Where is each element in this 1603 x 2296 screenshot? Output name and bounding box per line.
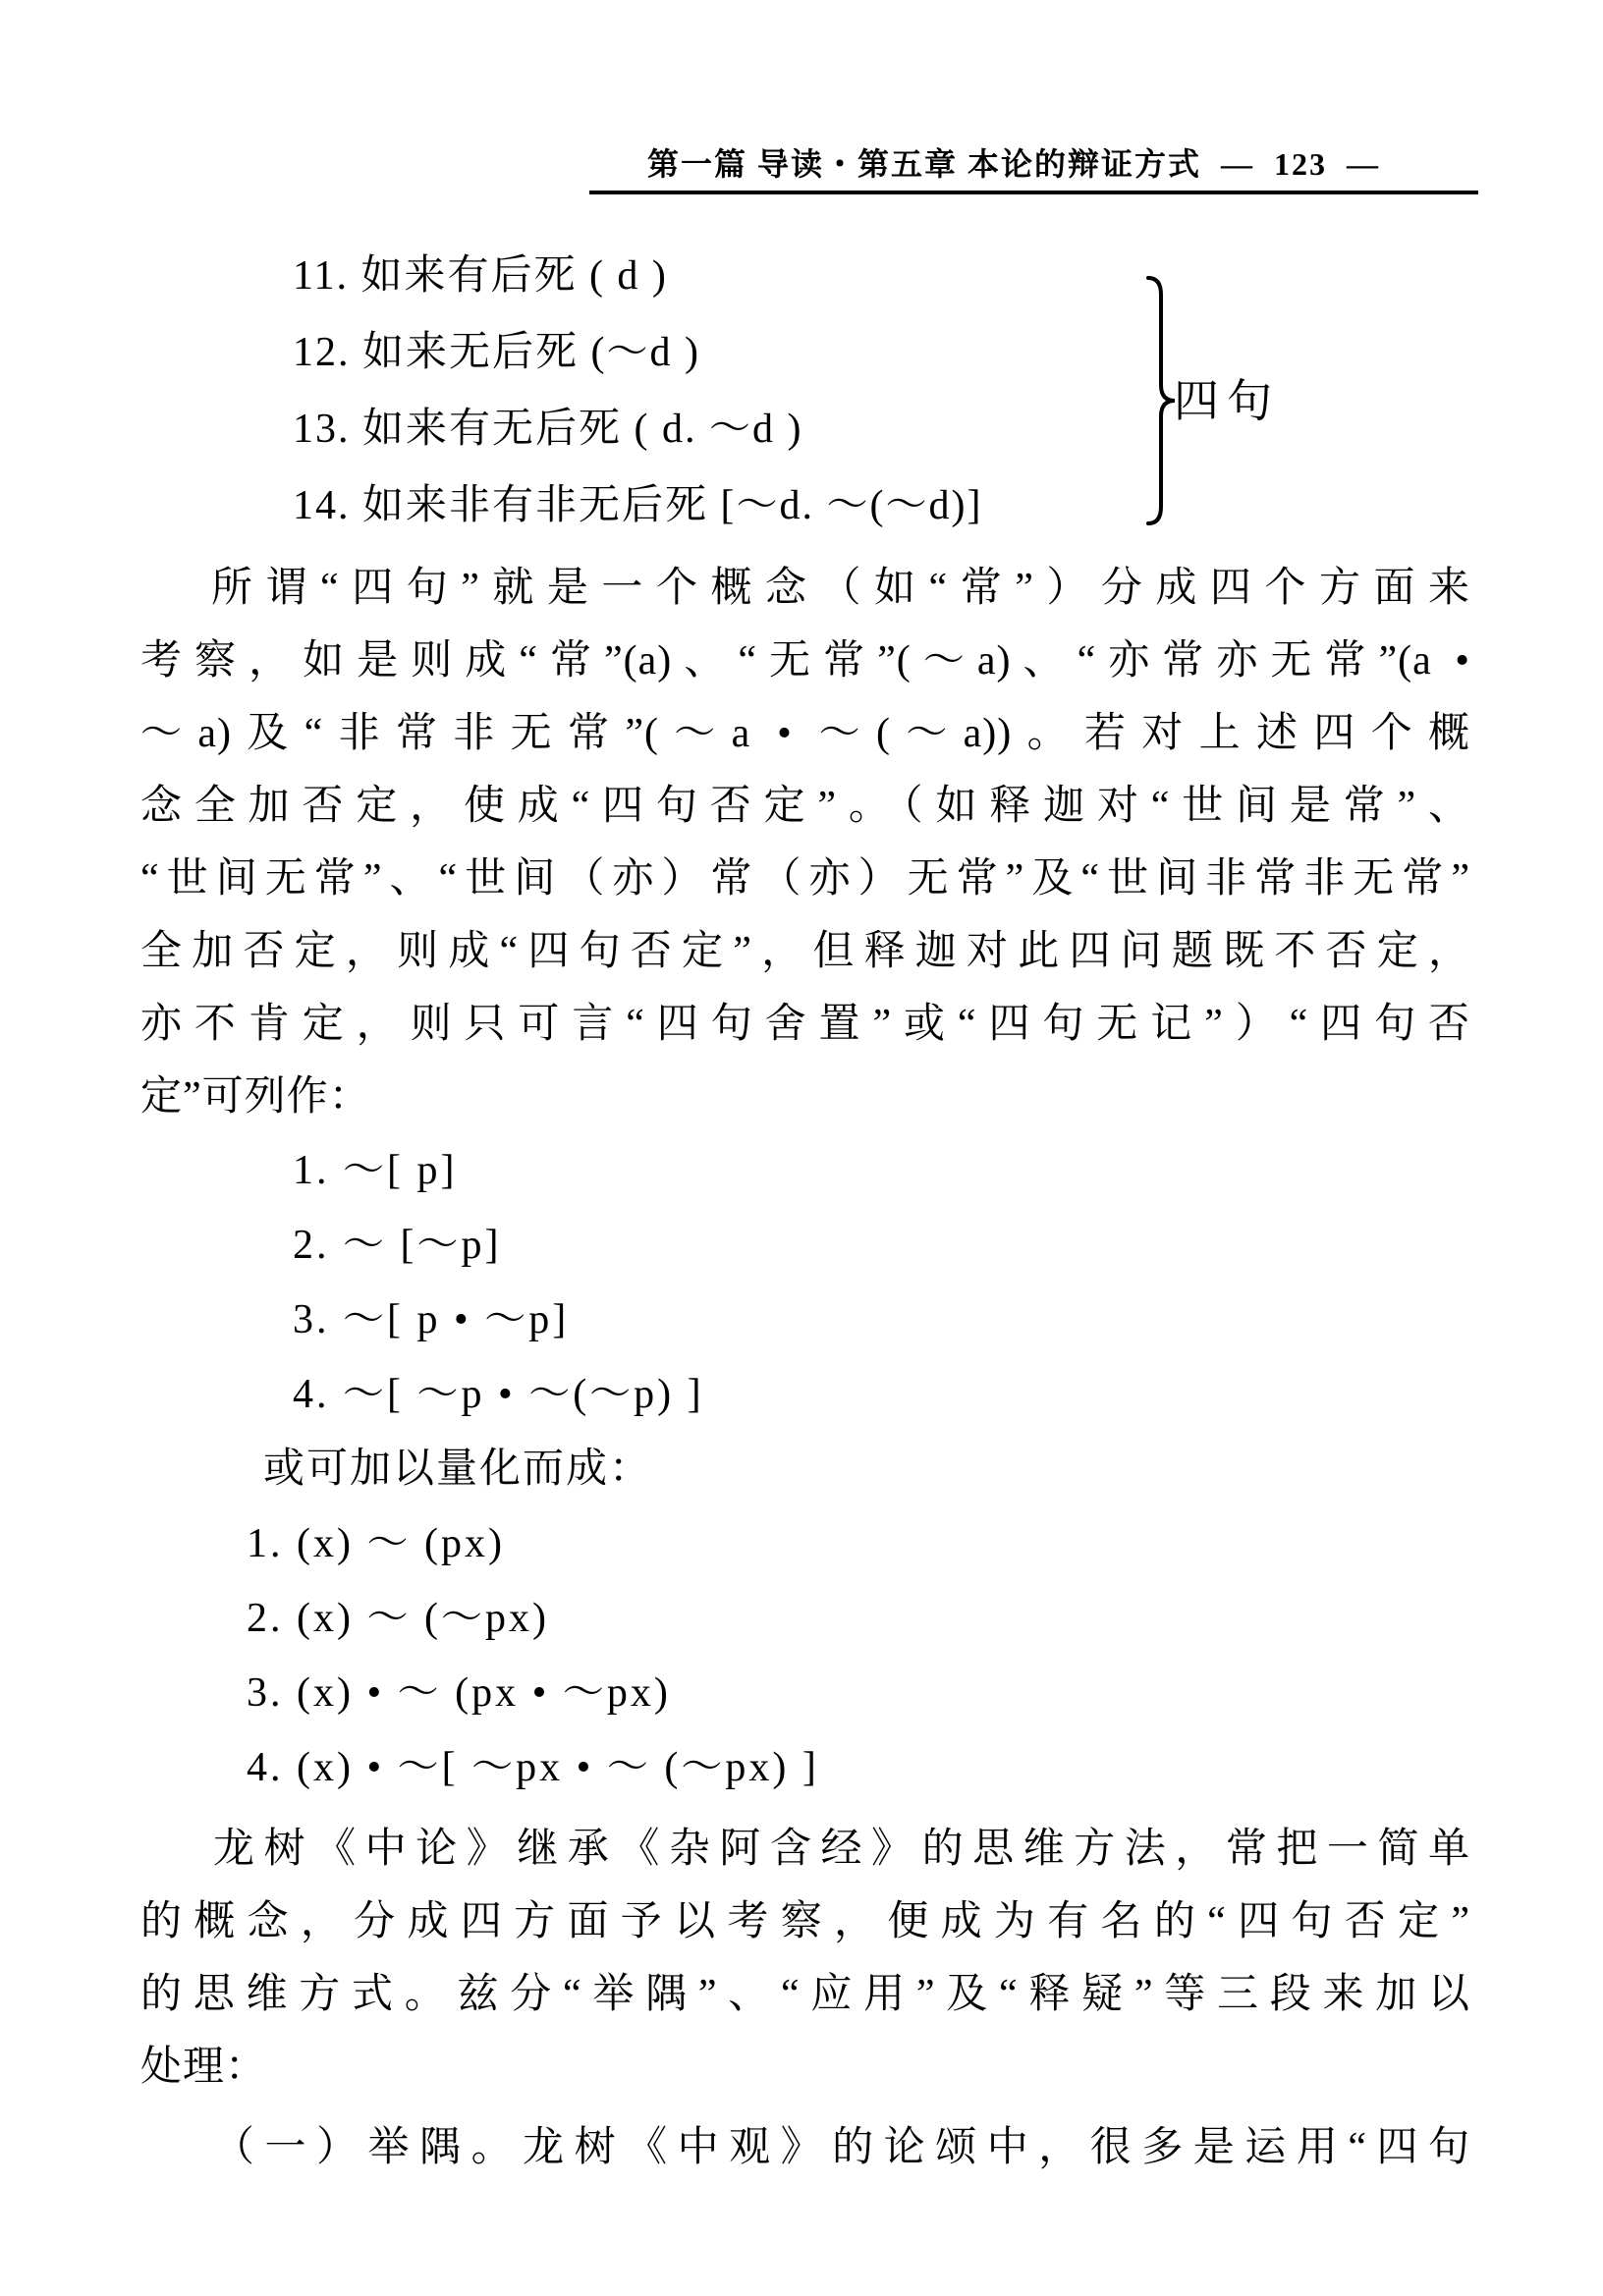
quantified-intro: 或可加以量化而成： [263, 1447, 653, 1492]
paragraph-four-phrases [140, 552, 1470, 1133]
tetralemma-block [140, 238, 1470, 544]
quantified-formula-list [140, 1506, 1470, 1805]
paragraph-line: 龙树《中论》继承《杂阿含经》的思维方法，常把一简单 [213, 1827, 1470, 1872]
paragraph-line: ～a)及“非常非无常”(～a • ～(～a))。若对上述四个概 [140, 711, 1470, 756]
paragraph-line: 处理： [140, 2045, 268, 2090]
formula-item: 1. (x) ～ (px) [247, 1521, 505, 1566]
tetralemma-item: 11. 如来有后死 ( d ) [293, 253, 668, 299]
tetralemma-brace-label: 四句 [1174, 376, 1280, 426]
formula-item: 1. ～[ p] [293, 1148, 458, 1193]
paragraph-line: 定”可列作： [140, 1074, 371, 1120]
paragraph-line: （一）举隅。龙树《中观》的论颂中，很多是运用“四句 [213, 2125, 1470, 2170]
paragraph-line: 的思维方式。兹分“举隅”、“应用”及“释疑”等三段来加以 [140, 1972, 1470, 2017]
paragraph-line: 亦不肯定，则只可言“四句舍置”或“四句无记”）“四句否 [140, 1002, 1470, 1047]
formula-item: 3. (x) • ～ (px • ～px) [247, 1670, 671, 1716]
paragraph-nagarjuna [140, 1813, 1470, 2104]
paragraph-line: 的概念，分成四方面予以考察，便成为有名的“四句否定” [140, 1899, 1470, 1944]
formula-item: 3. ～[ p • ～p] [293, 1297, 570, 1342]
paragraph-juyu [140, 2111, 1470, 2184]
tetralemma-item: 13. 如来有无后死 ( d. ～d ) [293, 407, 803, 452]
formula-item: 2. (x) ～ (～px) [247, 1596, 549, 1641]
negation-formula-list [140, 1133, 1470, 1432]
running-head: 第一篇 导读・第五章 本论的辩证方式 — 123 — [646, 146, 1380, 182]
formula-item: 2. ～ [～p] [293, 1223, 502, 1268]
tetralemma-item: 12. 如来无后死 (～d ) [293, 330, 700, 375]
formula-item: 4. (x) • ～[ ～px • ～ (～px) ] [247, 1745, 819, 1790]
formula-item: 4. ～[ ～p • ～(～p) ] [293, 1372, 704, 1417]
header-rule [589, 191, 1478, 194]
paragraph-line: 所谓“四句”就是一个概念（如“常”）分成四个方面来 [211, 566, 1470, 611]
paragraph-line: “世间无常”、“世间（亦）常（亦）无常”及“世间非常非无常” [140, 856, 1470, 902]
paragraph-line: 考察，如是则成“常”(a)、“无常”(～a)、“亦常亦无常”(a • [140, 638, 1470, 683]
brace-icon [1144, 275, 1178, 526]
paragraph-line: 念全加否定，使成“四句否定”。（如释迦对“世间是常”、 [140, 784, 1470, 829]
tetralemma-item: 14. 如来非有非无后死 [～d. ～(～d)] [293, 483, 983, 528]
paragraph-line: 全加否定，则成“四句否定”，但释迦对此四问题既不否定， [140, 929, 1470, 974]
